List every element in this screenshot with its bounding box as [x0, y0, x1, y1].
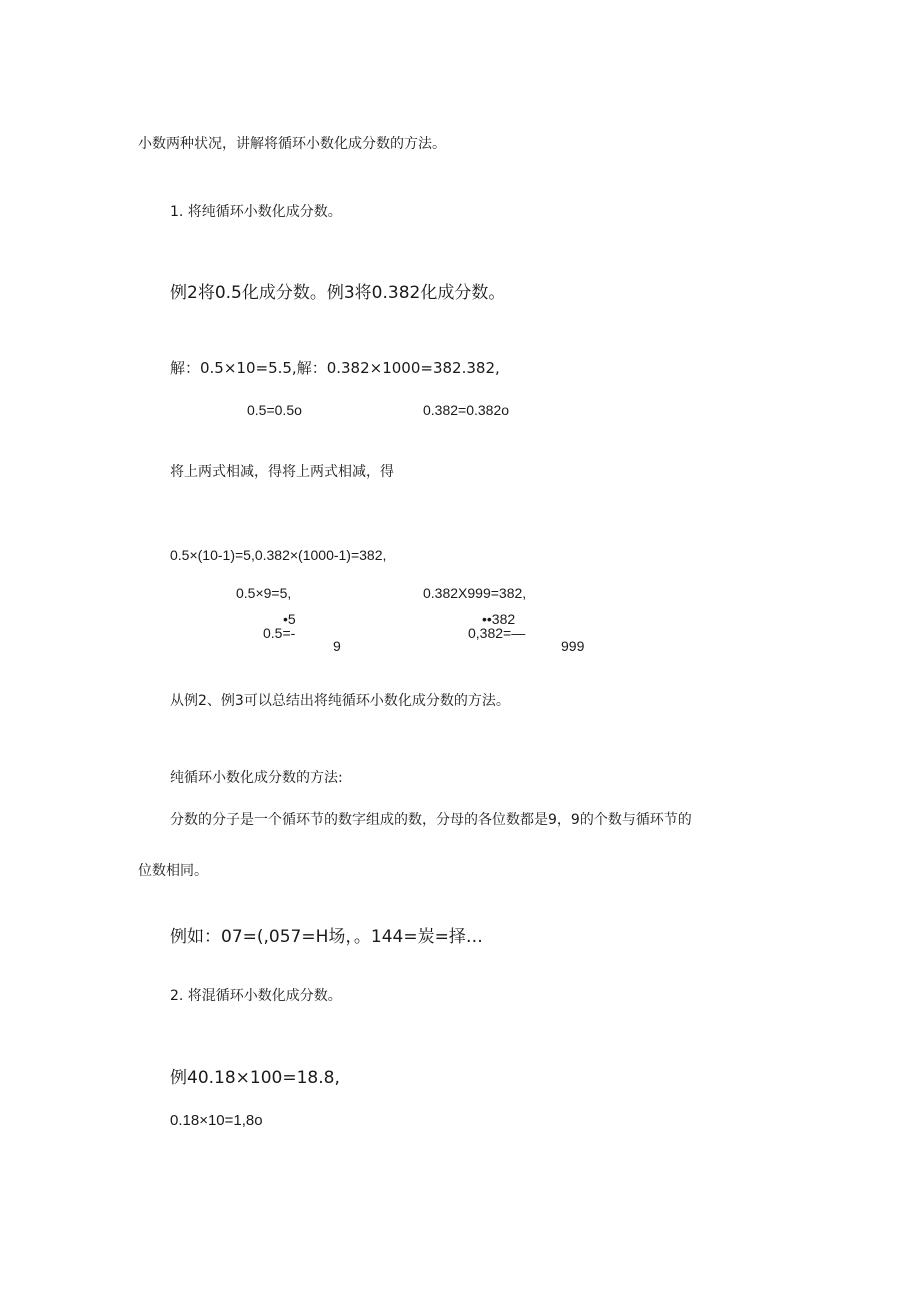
equation-a-left: 0.5=0.5o — [247, 402, 302, 418]
fraction-right-denominator: 999 — [561, 638, 585, 654]
solution-line: 解：0.5×10=5.5,解：0.382×1000=382.382, — [170, 359, 500, 377]
multiply-left: 0.5×9=5, — [236, 585, 292, 601]
section-1-heading: 1. 将纯循环小数化成分数。 — [170, 204, 342, 220]
examples-2-3: 例2将0.5化成分数。例3将0.382化成分数。 — [170, 283, 506, 303]
for-example-line: 例如：07=(,057=H场，。144=炭=择… — [170, 927, 483, 947]
method-title: 纯循环小数化成分数的方法: — [170, 770, 343, 786]
section-2-heading: 2. 将混循环小数化成分数。 — [170, 988, 342, 1004]
example-4-second-line: 0.18×10=1,8o — [170, 1112, 263, 1129]
intro-text: 小数两种状况，讲解将循环小数化成分数的方法。 — [138, 136, 446, 152]
method-body-line-2: 位数相同。 — [138, 863, 208, 879]
method-body-line-1: 分数的分子是一个循环节的数字组成的数，分母的各位数都是9，9的个数与循环节的 — [170, 812, 692, 828]
example-4-line: 例40.18×100=18.8, — [170, 1068, 340, 1088]
equation-a-right: 0.382=0.382o — [423, 402, 510, 418]
fraction-left-denominator: 9 — [333, 638, 341, 654]
fraction-right-numerator: ••382 — [482, 611, 516, 627]
fraction-left-lhs: 0.5=- — [263, 625, 296, 641]
fraction-left-numerator: •5 — [283, 611, 296, 627]
multiply-right: 0.382X999=382, — [423, 585, 527, 601]
subtract-text: 将上两式相减，得将上两式相减，得 — [170, 464, 394, 480]
summary-text: 从例2、例3可以总结出将纯循环小数化成分数的方法。 — [170, 693, 510, 709]
fraction-right-lhs: 0,382=— — [468, 625, 526, 641]
difference-line: 0.5×(10-1)=5,0.382×(1000-1)=382, — [170, 547, 387, 563]
